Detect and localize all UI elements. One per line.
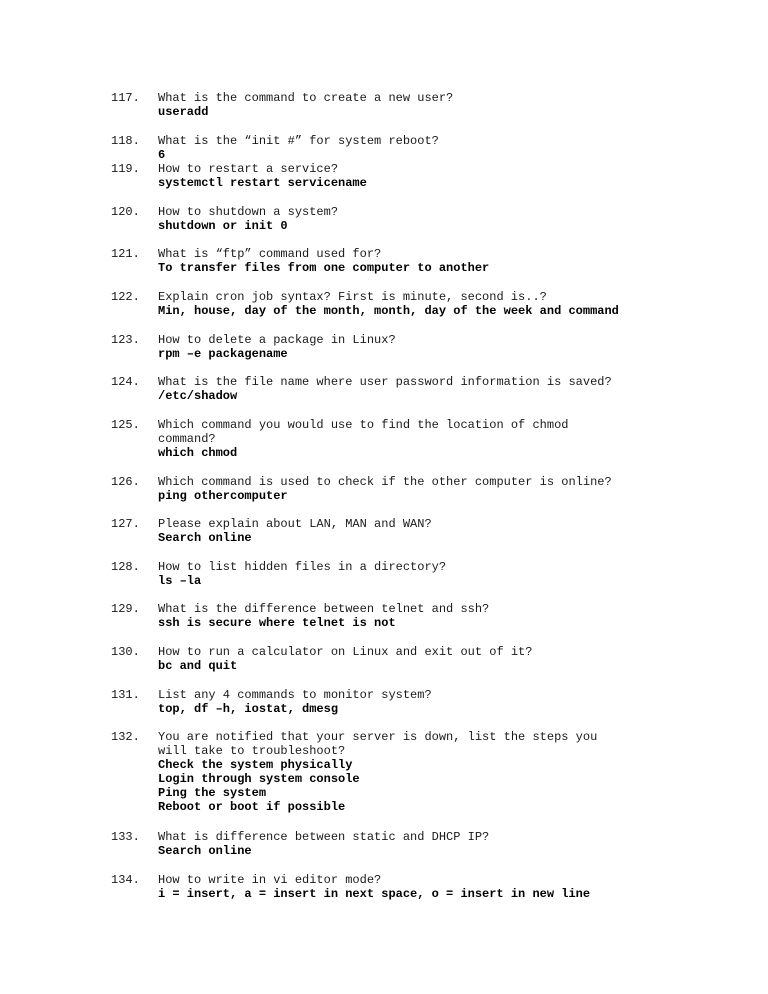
question-text: Which command you would use to find the location of chmod command?	[158, 418, 569, 446]
qa-body	[158, 730, 628, 814]
answer-text: Search online	[158, 844, 252, 858]
question-number: 129.	[111, 602, 140, 616]
answer-text: i = insert, a = insert in next space, o = insert in new line	[158, 887, 591, 901]
question-text: How to delete a package in Linux?	[158, 333, 396, 347]
answer-text: Min, house, day of the month, month, day of the week and command	[158, 304, 619, 318]
answer-text: useradd	[158, 105, 209, 119]
answer-text: Check the system physically	[158, 758, 353, 772]
question-text: What is “ftp” command used for?	[158, 247, 382, 261]
question-number: 125.	[111, 418, 140, 432]
qa-body	[158, 475, 638, 503]
qa-body	[158, 517, 638, 545]
question-number: 123.	[111, 333, 140, 347]
question-number: 127.	[111, 517, 140, 531]
qa-body	[158, 247, 638, 275]
question-number: 126.	[111, 475, 140, 489]
qa-body	[158, 205, 638, 233]
answer-text: ls –la	[158, 574, 202, 588]
question-number: 118.	[111, 134, 140, 148]
question-text: You are notified that your server is down, list the steps you will take to troubleshoot?	[158, 730, 598, 758]
question-text: What is the difference between telnet and ssh?	[158, 602, 490, 616]
answer-text: shutdown or init 0	[158, 219, 288, 233]
qa-body	[158, 830, 638, 858]
answer-text: systemctl restart servicename	[158, 176, 367, 190]
question-number: 133.	[111, 830, 140, 844]
question-number: 132.	[111, 730, 140, 744]
question-number: 119.	[111, 162, 140, 176]
qa-body	[158, 602, 638, 630]
question-number: 131.	[111, 688, 140, 702]
qa-body	[158, 134, 638, 162]
question-text: How to shutdown a system?	[158, 205, 339, 219]
qa-body	[158, 873, 638, 901]
qa-body	[158, 290, 638, 318]
question-number: 124.	[111, 375, 140, 389]
question-number: 122.	[111, 290, 140, 304]
answer-text: rpm –e packagename	[158, 347, 288, 361]
qa-body	[158, 333, 638, 361]
answer-text: 6	[158, 148, 166, 162]
answer-text: Search online	[158, 531, 252, 545]
question-text: Which command is used to check if the other computer is online?	[158, 475, 612, 489]
question-number: 128.	[111, 560, 140, 574]
question-text: List any 4 commands to monitor system?	[158, 688, 432, 702]
qa-body	[158, 645, 638, 673]
answer-text: Reboot or boot if possible	[158, 800, 346, 814]
question-text: What is difference between static and DHCP IP?	[158, 830, 490, 844]
qa-body	[158, 688, 638, 716]
question-text: How to list hidden files in a directory?	[158, 560, 447, 574]
question-text: What is the command to create a new user?	[158, 91, 454, 105]
answer-text: ssh is secure where telnet is not	[158, 616, 396, 630]
question-number: 120.	[111, 205, 140, 219]
answer-text: /etc/shadow	[158, 389, 238, 403]
question-text: How to restart a service?	[158, 162, 339, 176]
question-text: What is the file name where user password information is saved?	[158, 375, 612, 389]
question-text: Explain cron job syntax? First is minute, second is..?	[158, 290, 547, 304]
question-text: Please explain about LAN, MAN and WAN?	[158, 517, 432, 531]
qa-body	[158, 91, 638, 119]
question-number: 134.	[111, 873, 140, 887]
qa-body	[158, 162, 638, 190]
answer-text: bc and quit	[158, 659, 238, 673]
answer-text: Login through system console	[158, 772, 360, 786]
question-text: How to write in vi editor mode?	[158, 873, 382, 887]
answer-text: which chmod	[158, 446, 238, 460]
question-number: 121.	[111, 247, 140, 261]
qa-body	[158, 418, 598, 460]
question-text: What is the “init #” for system reboot?	[158, 134, 439, 148]
answer-text: Ping the system	[158, 786, 267, 800]
question-number: 117.	[111, 91, 140, 105]
qa-body	[158, 375, 638, 403]
answer-text: ping othercomputer	[158, 489, 288, 503]
answer-text: To transfer files from one computer to another	[158, 261, 490, 275]
answer-text: top, df –h, iostat, dmesg	[158, 702, 339, 716]
qa-body	[158, 560, 638, 588]
question-number: 130.	[111, 645, 140, 659]
question-text: How to run a calculator on Linux and exit out of it?	[158, 645, 533, 659]
